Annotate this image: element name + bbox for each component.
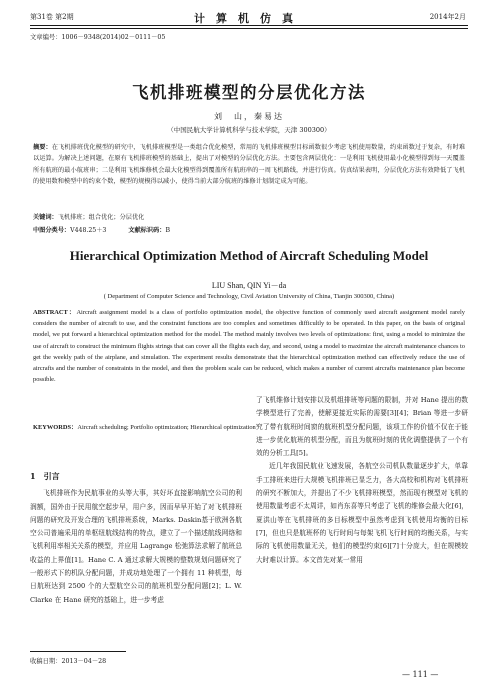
clc-label: 中图分类号： [33,227,71,234]
chinese-abstract [33,142,465,187]
left-column [30,470,242,607]
chinese-abstract-label: 摘要： [33,144,52,151]
section-heading: 1 引言 [30,471,60,481]
english-authors: LIU Shan, QIN Yi－da [211,281,287,290]
journal-name: 计算机仿真 [194,12,304,25]
classification-line [33,225,465,236]
right-column [256,394,468,567]
footnote-rule [30,651,126,652]
clc-code: V448.25＋3 [70,227,107,234]
article-id: 文章编号：1006－9348(2014)02－0111－05 [30,34,166,41]
received-date: 收稿日期：2013－04－28 [30,658,107,665]
english-abstract-label: ABSTRACT： [33,309,77,316]
intro-paragraph-2: 近几年我国民航业飞速发展，各航空公司机队数量逐步扩大，单靠手工排班来进行大规模飞机排班已显乏力，各大高校和机构对飞机排班的研究不断加大，并提出了不少飞机排班模型，然而现有模型对飞机的使用数量考虑不太周详，如肖东喜等只考虑了飞机的维修会最大化[6]，夏洪山等在飞机排班的多目标模型中虽然考虑到飞机使用均衡的目标[7]，但也只是航班杯的飞行时间与每架飞机飞行时间的均衡关系，与实际的飞机使用数量无关，他们的模型约束[6][7]十分庞大，但在规模较大时难以计算。本文首先对某一常用 [256,462,468,564]
header-rule-thin [30,28,468,29]
english-title: Hierarchical Optimization Method of Aircraft Scheduling Model [69,248,429,263]
chinese-keywords-label: 关键词： [33,214,58,221]
chinese-authors: 刘 山，秦易达 [214,112,284,121]
intro-paragraph-1-continued: 了飞机维修计划安排以及机组排班等问题的限制，并对 Hane 提出的数学模型进行了完善，使解更接近实际的需要[3][4]；Brian 等进一步研究了带有航班时间窗的航班机型分配问题，该项工作的价值不仅在于能进一步优化航班的机型分配，而且为航班时刻的优化调整提供了一个有效的分析工具[5]。 [256,396,468,458]
volume-issue: 第31卷 第2期 [30,13,74,21]
chinese-affiliation: （中国民航大学计算机科学与技术学院，天津 300300） [167,126,331,134]
header-rule-thick [30,25,468,26]
doc-code-label: 文献标识码： [128,227,166,234]
chinese-abstract-text: 在飞机排班优化模型的研究中，飞机排班模型是一类组合优化模型，常用的飞机排班模型目标函数很少考虑飞机使用数量，约束函数过于复杂，有时难以运算。为解决上述问题，在原有飞机排班模型的基础上，提出了对模型的分层优化方法。主要包含两层优化：一是利用飞机使用最小化模型得到每一天覆盖所有航班的最小航班串；二是利用飞机维修机会最大化模型得到覆盖所有航班串的一周飞机路线，并进行仿真。仿真结果表明，分层优化方法有效降低了飞机的使用数和模型中的约束个数，模型的规模得以减小，使得当前大部分航班的维修计划制定成为可能。 [33,144,466,185]
chinese-keywords [33,212,465,223]
english-keywords-label: KEYWORDS： [33,424,78,431]
intro-paragraph-1: 飞机排班作为民航事业的头等大事，其好坏直接影响航空公司的利润额，国外由于民用航空起步早，用户多，因而早早开始了对飞机排班问题的研究及开发合理的飞机排班系统，Marks. Daskin基于欧洲各航空公司普遍采用的单枢纽航线结构的特点，建立了一个描述航线网络和飞机利用率相关关系的模型，并应用 Lagrange 松弛算法求解了航班总收益的上界值[1]。Hane C. A 通过求解大规模的整数规划问题研究了一般形式下的机队分配问题，并成功地处理了一个拥有 11 种机型，每日航班达到 2500 个的大型航空公司的航班机型分配问题[2]；L. W. Clarke 在 Hane 研究的基础上，进一步考虑 [30,489,242,604]
english-affiliation: ( Department of Computer Science and Technology, Civil Aviation University of China, Tianjin 300300, China) [103,293,395,300]
english-abstract-text: Aircraft assignment model is a class of portfolio optimization model, the objective function of commonly used aircraft assignment model rarely considers the number of aircraft to use, and the constraint functions are too complex and sometimes difficultly to be operated. In this paper, on the basis of original model, we put forward a hierarchical optimization method for the model. The method mainly involves two levels of optimizations: first, using a model to minimize the use of aircraft to construct the minimum flights strings that can cover all the flights each day, and second, using a model to maximize the aircraft maintenance chances to get the weekly path of the airplane, and simulation. The experiment results demonstrate that the hierarchical optimization method can effectively reduce the use of aircrafts and the number of constraints in the model, and then the problem scale can be reduced, which makes a number of current aircrafts maintenance plan become possible. [33,309,465,384]
issue-date: 2014年2月 [429,13,466,21]
english-abstract [33,307,465,385]
english-keywords-text: Aircraft scheduling; Portfolio optimization; Hierarchical optimization [77,424,256,431]
chinese-title: 飞机排班模型的分层优化方法 [132,83,366,102]
chinese-keywords-text: 飞机排班；组合优化；分层优化 [57,214,145,221]
page-number: — 111 — [402,670,439,679]
doc-code: B [165,227,170,234]
